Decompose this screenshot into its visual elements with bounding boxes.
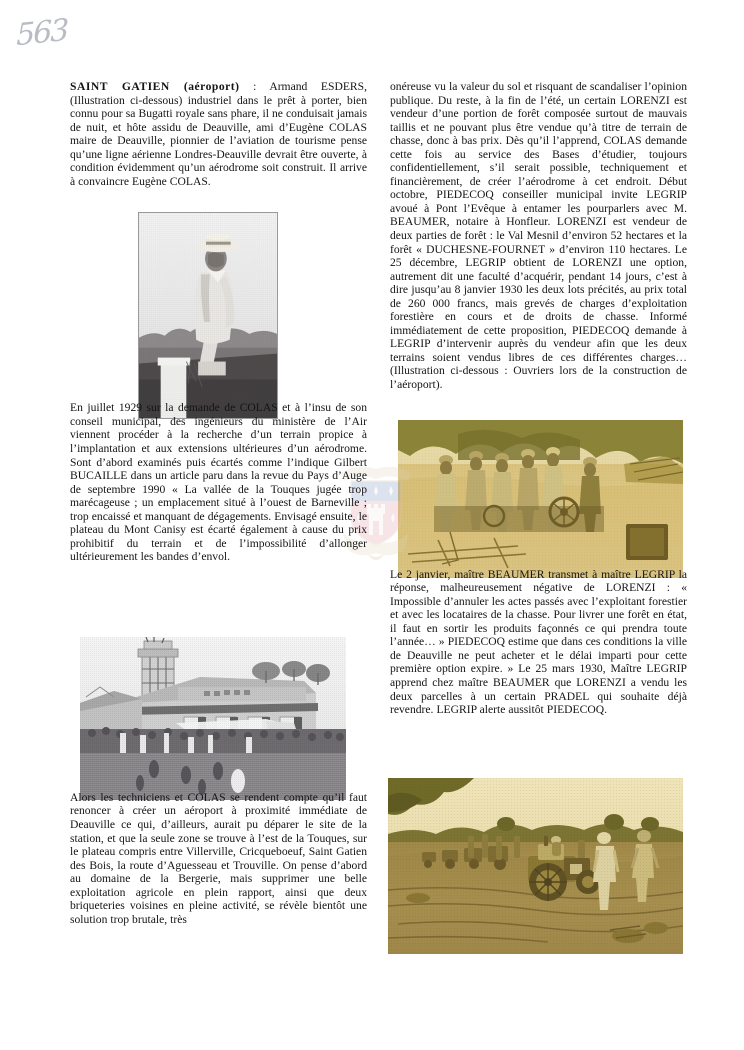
paragraph-onereuse — [390, 80, 687, 392]
handwritten-folio-number: 563 — [16, 12, 68, 54]
photo-gap-ouvriers — [390, 392, 687, 568]
paragraph-alors-techniciens — [70, 791, 367, 926]
paragraph-body: Le 2 janvier, maître BEAUMER transmet à maître LEGRIP la réponse, malheureusement négative de LORENZI : « Impossible d’annuler les actes passés avec l’exploitant forestier et avec les locataires de la chasse. Pour livrer une forêt en état, il faut en sortir les produits façonnés ce qui prendra toute l’année… » PIEDECOQ estime que dans ces conditions la ville de Deauville ne peut acheter et le délai imparti pour cette première option expire. » Le 25 mars 1930, Maître LEGRIP apprend chez maître BEAUMER que LORENZI a vendu les deux parcelles à un certain PRADEL qui souhaite déjà revendre. LEGRIP alerte aussitôt PIEDECOQ. — [390, 567, 687, 717]
paragraph-body: : Armand ESDERS, (Illustration ci-dessous) industriel dans le prêt à porter, bien connu pour sa Bugatti royale sans phare, il ne conduisait jamais de nuit, et hôte assidu de Deauville, ami d’Eugène COLAS maire de Deauville, pionnier de l’aviation de tourisme pense qu’une ligne aérienne Londres-Deauville devrait être ouverte, à condition évidemment qu’un aérodrome soit construit. Il arrive à convaincre Eugène COLAS. — [70, 80, 367, 188]
paragraph-2-janvier — [390, 568, 687, 717]
paragraph-saint-gatien — [70, 80, 367, 188]
section-heading: SAINT GATIEN (aéroport) — [70, 80, 240, 93]
photo-gap-esders — [70, 188, 367, 401]
paragraph-body: onéreuse vu la valeur du sol et risquant de scandaliser l’opinion publique. Du reste, à la fin de l’été, un certain LORENZI est vendeur d’une portion de forêt composée surtout de mauvais taillis et ne pouvant plus être vendue qu’à titre de terrain de chasse, donc à bas prix. Dès qu’il l’apprend, COLAS demande cette fois au service des Bases d’étudier, toujours confidentiellement, s’il serait possible, techniquement et financièrement, de créer l’aérodrome à cet endroit. Début octobre, PIEDECOQ conseiller municipal invite LEGRIP avoué à Pont l’Evêque à entamer les pourparlers avec M. BEAUMER, notaire à Honfleur. LORENZI est vendeur de deux parties de forêt : le Val Mesnil d’environ 52 hectares et la forêt « DUCHESNE-FOURNET » d’environ 110 hectares. Le 25 décembre, LEGRIP obtient de LORENZI une option, autrement dit une faculté d’acquérir, pendant 14 jours, c’est à dire jusqu’au 8 janvier 1930 les deux lots précités, au prix total de 260 000 francs, mais grevés de charges d’exploitation forestière en cours et de droits de chasse. Informé immédiatement de cette proposition, PIEDECOQ demande à LEGRIP d’intervenir auprès du vendeur afin que les deux terrains soient vendus libres de ces différentes charges… (Illustration ci-dessous : Ouvriers lors de la construction de l’aéroport). — [390, 80, 687, 392]
photo-gap-aerogare — [70, 564, 367, 791]
paragraph-juillet-1929 — [70, 401, 367, 564]
paragraph-body: En juillet 1929 sur la demande de COLAS et à l’insu de son conseil municipal, des ingénieurs du ministère de l’Air viennent procéder à la recherche d’un terrain propice à l’implantation et aux extensions ultérieures d’un aérodrome. Sont d’abord examinés puis écartés comme l’indique Gilbert BUCAILLE dans un article paru dans la revue du Pays d’Auge de septembre 1990 « La vallée de la Touques jugée trop marécageuse ; un emplacement situé à l’ouest de Barneville ; trop encaissé et manquant de dégagements. Envisagé ensuite, le plateau du Mont Canisy est écarté également à cause du prix prohibitif du terrain et de l’impossibilité d’allonger ultérieurement les bandes d’envol. — [70, 401, 367, 564]
right-column — [390, 80, 687, 717]
left-column — [70, 80, 367, 926]
paragraph-body: Alors les techniciens et COLAS se rendent compte qu’il faut renoncer à créer un aéroport à proximité immédiate de Deauville ce qui, d’ailleurs, aurait pu déparer le site de la station, et que la seule zone se trouve à l’est de la Touques, sur le plateau compris entre Villerville, Cricqueboeuf, Saint Gatien des Bois, la route d’Aguesseau et Trouville. On pense d’abord au domaine de la Bergerie, mais supprimer une belle exploitation agricole en plein rapport, ainsi que deux briqueteries voisines en pleine activité, se révèle bientôt une solution trop brutale, très — [70, 790, 367, 926]
